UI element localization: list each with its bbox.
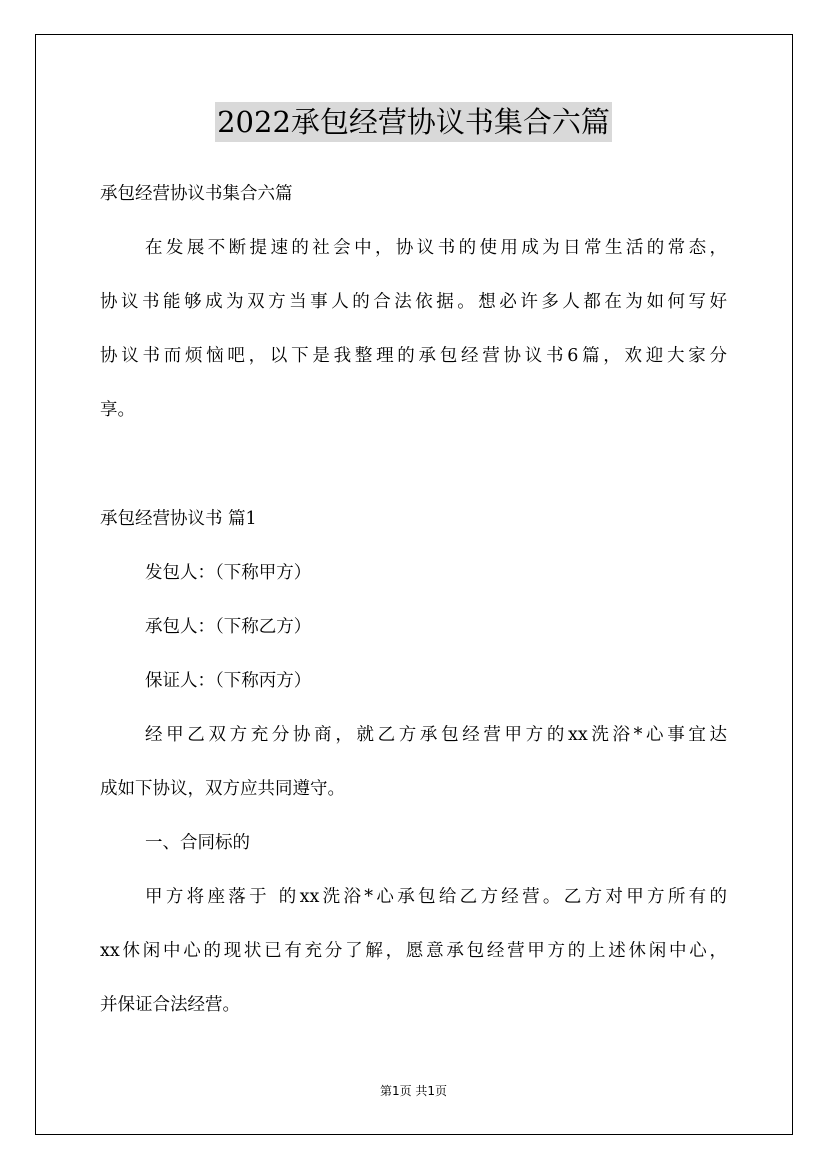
section-heading: 承包经营协议书 篇1 [100,509,257,529]
party-guarantor: 保证人：（下称丙方） [145,671,312,691]
party-issuer: 发包人：（下称甲方） [145,563,312,583]
intro-line-1: 在发展不断提速的社会中，协议书的使用成为日常生活的常态， [145,238,727,258]
clause-line-1: 甲方将座落于 的xx洗浴*心承包给乙方经营。乙方对甲方所有的 [145,887,727,907]
agreement-line-2: 成如下协议，双方应共同遵守。 [100,779,345,799]
clause-line-3: 并保证合法经营。 [100,995,240,1015]
document-title: 2022承包经营协议书集合六篇 [215,102,612,142]
clause-heading: 一、合同标的 [145,833,250,853]
document-subtitle: 承包经营协议书集合六篇 [100,184,293,204]
page-footer: 第1页 共1页 [379,1084,448,1098]
intro-line-2: 协议书能够成为双方当事人的合法依据。想必许多人都在为如何写好 [100,292,727,312]
agreement-line-1: 经甲乙双方充分协商，就乙方承包经营甲方的xx洗浴*心事宜达 [145,725,727,745]
party-contractor: 承包人：（下称乙方） [145,617,312,637]
clause-line-2: xx休闲中心的现状已有充分了解，愿意承包经营甲方的上述休闲中心， [100,941,727,961]
intro-line-4: 享。 [100,400,135,420]
title-container [0,102,827,142]
intro-line-3: 协议书而烦恼吧，以下是我整理的承包经营协议书6篇，欢迎大家分 [100,346,727,366]
